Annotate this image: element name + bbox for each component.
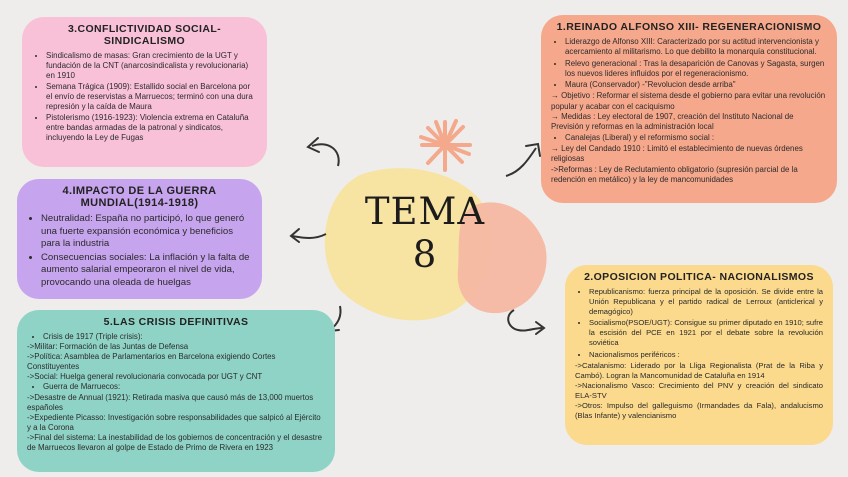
card4-list xyxy=(27,213,252,290)
card5-title: 5.LAS CRISIS DEFINITIVAS xyxy=(103,316,249,328)
card4-title: 4.IMPACTO DE LA GUERRA MUNDIAL(1914-1918) xyxy=(62,185,217,209)
list-item: • Semana Trágica (1909): Estallido social en Barcelona por el envío de reservistas a Marruecos; terminó con una dura represión y la caída de Maura xyxy=(46,82,257,112)
card5-line: ->Expediente Picasso: Investigación sobre responsabilidades que salpicó al Ejército y a la Corona xyxy=(27,412,321,432)
list-item: • Canalejas (Liberal) y el reformismo social : xyxy=(565,133,827,143)
card3-list xyxy=(32,51,257,143)
card2-title: 2.OPOSICION POLITICA- NACIONALISMOS xyxy=(584,271,814,283)
card5-line: ->Desastre de Annual (1921): Retirada masiva que causó más de 13,000 muertos españoles xyxy=(27,392,314,412)
list-item: • Republicanismo: fuerza principal de la oposición. Se divide entre la Unión Republicana y el partido radical de Lerroux (anticlerical y demagógico) xyxy=(589,287,823,317)
list-item: • Pistolerismo (1916-1923): Violencia extrema en Cataluña entre bandas armadas de la patronal y sindicatos, incluyendo la Ley de Fugas xyxy=(46,113,257,143)
card-crisis-definitivas xyxy=(17,310,335,472)
sunburst-decoration xyxy=(421,121,470,170)
arrow-to-card2 xyxy=(500,306,550,340)
card1-line: ->Reformas : Ley de Reclutamiento obligatorio (supresión parcial de la redención en metálico) y la ley de mancomunidades xyxy=(551,164,798,184)
arrow-to-card3 xyxy=(298,132,346,172)
card5-list-b xyxy=(27,382,325,392)
card2-line: ->Catalanismo: Liderado por la Lliga Regionalista (Prat de la Riba y Cambó). Logran la Mancomunidad de Cataluña en 1914 xyxy=(575,360,823,380)
list-item: • Guerra de Marruecos: xyxy=(43,382,325,392)
card1-line: → Ley del Candado 1910 : Limitó el establecimiento de nuevas órdenes religiosas xyxy=(551,143,803,164)
card-oposicion-politica xyxy=(565,265,833,445)
card5-line: ->Política: Asamblea de Parlamentarios en Barcelona exigiendo Cortes Constituyentes xyxy=(27,352,276,372)
card-conflictividad-social xyxy=(22,17,267,167)
card3-title: 3.CONFLICTIVIDAD SOCIAL- SINDICALISMO xyxy=(67,23,222,47)
card-impacto-guerra xyxy=(17,179,262,299)
list-item: • Relevo generacional : Tras la desaparición de Canovas y Sagasta, surgen los nuevos lideres influidos por el regeneracionismo. xyxy=(565,59,827,80)
list-item: • Neutralidad: España no participó, lo que generó una fuerte expansión económica y beneficios para la industria xyxy=(41,213,252,251)
card5-list-a xyxy=(27,332,325,342)
card5-line: ->Social: Huelga general revolucionaria convocada por UGT y CNT xyxy=(27,372,263,382)
card2-list xyxy=(575,287,823,360)
card5-line: ->Final del sistema: La inestabilidad de los gobiernos de concentración y el desastre de Marruecos llevaron al golpe de Estado de Primo de Rivera en 1923 xyxy=(27,432,322,453)
card2-line: ->Otros: Impulso del galleguismo (Irmandades da Fala), andalucismo (Blas Infante) y valencianismo xyxy=(575,401,823,421)
card1-line: → Medidas : Ley electoral de 1907, creación del Instituto Nacional de Previsión y reformas en la administración local xyxy=(551,112,794,132)
card2-line: ->Nacionalismo Vasco: Crecimiento del PNV y creación del sindicato ELA-STV xyxy=(575,380,823,400)
card1-list-b xyxy=(551,133,827,143)
card1-line: → Objetivo : Reformar el sistema desde el gobierno para evitar una revolución popular y acabar con el caciquismo xyxy=(551,91,826,111)
card-reinado-alfonso xyxy=(541,15,837,203)
card1-title: 1.REINADO ALFONSO XIII- REGENERACIONISMO xyxy=(556,21,822,33)
list-item: • Liderazgo de Alfonso XIII: Caracterizado por su actitud intervencionista y acercamiento al militarismo. Lo que debilito la monarquía constitucional. xyxy=(565,37,827,58)
list-item: • Sindicalismo de masas: Gran crecimiento de la UGT y fundación de la CNT (anarcosindicalista y revolucionaria) en 1910 xyxy=(46,51,257,81)
arrow-to-card4 xyxy=(284,222,332,250)
card5-line: ->Militar: Formación de las Juntas de Defensa xyxy=(27,342,189,352)
list-item: • Nacionalismos periféricos : xyxy=(589,350,823,360)
list-item: • Consecuencias sociales: La inflación y la falta de aumento salarial empeoraron el nivel de vida, provocando una oleada de huelgas xyxy=(41,252,252,290)
list-item: • Socialismo(PSOE/UGT): Consigue su primer diputado en 1910; sufre la escisión del PCE en 1921 por el debate sobre la revolución soviética xyxy=(589,318,823,348)
list-item: • Maura (Conservador) -"Revolucion desde arriba" xyxy=(565,80,827,90)
list-item: • Crisis de 1917 (Triple crisis): xyxy=(43,332,325,342)
central-title: TEMA 8 xyxy=(364,190,486,276)
card1-list-a xyxy=(551,37,827,90)
